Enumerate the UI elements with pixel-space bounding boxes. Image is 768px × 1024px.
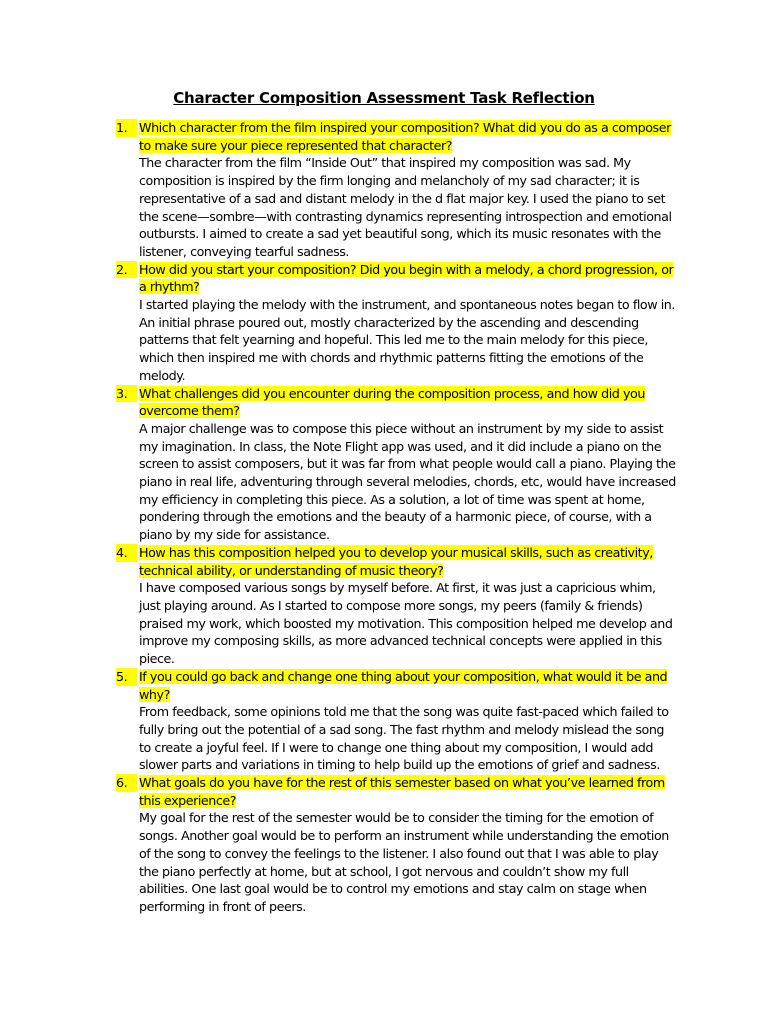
question-text (139, 385, 676, 420)
question-text (139, 668, 676, 703)
question-highlight: What goals do you have for the rest of this semester based on what you’ve learned from this experience? (139, 775, 665, 808)
question-list (116, 119, 676, 916)
answer-text: I started playing the melody with the instrument, and spontaneous notes began to flow in. An initial phrase poured out, mostly characterized by the ascending and descending patterns that felt yearning and hopeful. This led me to the main melody for this piece, which then inspired me with chords and rhythmic patterns fitting the emotions of the melody. (139, 297, 675, 383)
question-item-4 (116, 544, 676, 668)
answer-text: From feedback, some opinions told me that the song was quite fast-paced which failed to fully bring out the potential of a sad song. The fast rhythm and melody mislead the song to create a joyful feel. If I were to change one thing about my composition, I would add slower parts and variations in timing to help build up the emotions of grief and sadness. (139, 704, 669, 773)
question-text (139, 774, 676, 809)
answer-text: A major challenge was to compose this piece without an instrument by my side to assist my imagination. In class, the Note Flight app was used, and it did include a piano on the screen to assist composers, but it was far from what people would call a piano. Playing the piano in real life, adventuring through several melodies, chords, etc, would have increased my efficiency in completing this piece. As a solution, a lot of time was spent at home, pondering through the emotions and the beauty of a harmonic piece, of course, with a piano by my side for assistance. (139, 420, 676, 543)
question-highlight: What challenges did you encounter during the composition process, and how did you overcome them? (139, 385, 645, 419)
question-item-3 (116, 385, 676, 544)
question-highlight: Which character from the film inspired your composition? What did you do as a composer to make sure your piece represented that character? (139, 120, 671, 153)
question-number: 5. (116, 668, 137, 686)
question-number: 2. (116, 261, 137, 279)
answer-text: The character from the film “Inside Out” that inspired my composition was sad. My composition is inspired by the firm longing and melancholy of my sad character; it is representative of a sad and distant melody in the d flat major key. I used the piano to set the scene—sombre—with contrasting dynamics representing introspection and emotional outbursts. I aimed to create a sad yet beautiful song, which its music resonates with the listener, conveying tearful sadness. (139, 155, 672, 259)
answer-text: My goal for the rest of the semester would be to consider the timing for the emotion of songs. Another goal would be to perform an instrument while understanding the emotion of the song to convey the feelings to the listener. I also found out that I was able to play the piano perfectly at home, but at school, I got nervous and couldn’t show my full abilities. One last goal would be to control my emotions and stay calm on stage when performing in front of peers. (139, 810, 669, 914)
question-item-5 (116, 668, 676, 774)
answer-text: I have composed various songs by myself before. At first, it was just a capricious whim, just playing around. As I started to compose more songs, my peers (family & friends) praised my work, which boosted my motivation. This composition helped me develop and improve my composing skills, as more advanced technical concepts were applied in this piece. (139, 580, 673, 667)
question-number: 4. (116, 544, 137, 562)
question-highlight: If you could go back and change one thing about your composition, what would it be and why? (139, 668, 668, 702)
question-text (139, 544, 676, 579)
question-text (139, 261, 676, 296)
question-item-1 (116, 119, 676, 261)
question-highlight: How has this composition helped you to develop your musical skills, such as creativity, technical ability, or understanding of music theory? (139, 544, 653, 578)
question-highlight: How did you start your composition? Did you begin with a melody, a chord progression, or a rhythm? (139, 261, 674, 295)
question-number: 6. (116, 774, 137, 792)
question-text (139, 119, 676, 154)
document-title: Character Composition Assessment Task Reflection (173, 89, 595, 107)
question-number: 1. (116, 119, 137, 137)
question-number: 3. (116, 385, 137, 403)
question-item-6 (116, 774, 676, 916)
question-item-2 (116, 261, 676, 385)
